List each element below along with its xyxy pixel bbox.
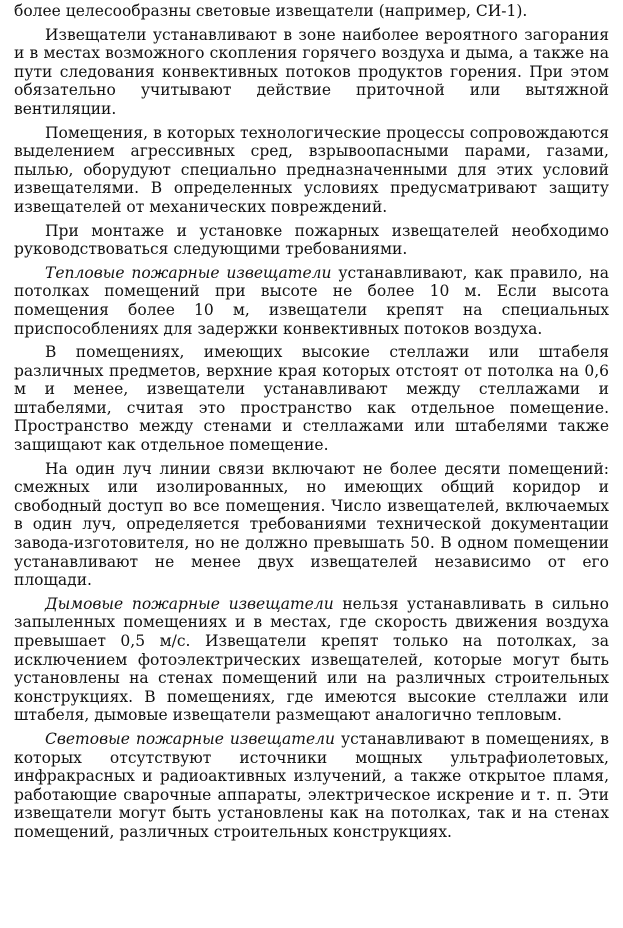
paragraph-text: нельзя устанавливать в сильно запыленных помещениях и в местах, где скорость движения воздуха превышает 0,5 м/с. Извещатели крепят только на потолках, за исключением фотоэлектрических извещателей, которые могут быть установлены на стенах помещений или на различных строительных конструкциях. В помещениях, где имеются высокие стеллажи или штабеля, дымовые извещатели размещают аналогично тепловым. xyxy=(14,594,609,725)
paragraph-aggressive-environments xyxy=(14,124,609,217)
paragraph-installation-requirements xyxy=(14,222,609,259)
paragraph-smoke-detectors xyxy=(14,595,609,725)
paragraph-text: При монтаже и установке пожарных извещателей необходимо руководствоваться следующими требованиями. xyxy=(14,221,609,259)
paragraph-lead-term: Дымовые пожарные извещатели xyxy=(45,594,334,613)
paragraph-placement-zone xyxy=(14,26,609,119)
paragraph-light-detectors xyxy=(14,730,609,842)
paragraph-continuation xyxy=(14,2,609,21)
paragraph-text: На один луч линии связи включают не более десяти помещений: смежных или изолированных, но имеющих общий коридор и свободный доступ во все помещения. Число извещателей, включаемых в один луч, определяется требованиями технической документации завода-изготовителя, но не должно превышать 50. В одном помещении устанавливают не менее двух извещателей независимо от его площади. xyxy=(14,459,609,590)
paragraph-text: Извещатели устанавливают в зоне наиболее вероятного загорания и в местах возможного скопления горячего воздуха и дыма, а также на пути следования конвективных потоков продуктов горения. При этом обязательно учитывают действие приточной или вытяжной вентиляции. xyxy=(14,25,609,118)
paragraph-communication-line xyxy=(14,460,609,590)
paragraph-heat-detectors xyxy=(14,264,609,338)
paragraph-high-racks xyxy=(14,343,609,455)
paragraph-text: В помещениях, имеющих высокие стеллажи или штабеля различных предметов, верхние края которых отстоят от потолка на 0,6 м и менее, извещатели устанавливают между стеллажами и штабелями, считая это пространство как отдельное помещение. Пространство между стенами и стеллажами или штабелями также защищают как отдельное помещение. xyxy=(14,343,609,455)
paragraph-text: устанавливают в помещениях, в которых отсутствуют источники мощных ультрафиолетовых, инфракрасных и радиоактивных излучений, а также открытое пламя, работающие сварочные аппараты, электрическое искрение и т. п. Эти извещатели могут быть установлены как на потолках, так и на стенах помещений, различных строительных конструкциях. xyxy=(14,729,610,841)
paragraph-text: Помещения, в которых технологические процессы сопровождаются выделением агрессивных сред, взрывоопасными парами, газами, пылью, оборудуют специально предназначенными для этих условий извещателями. В определенных условиях предусматривают защиту извещателей от механических повреждений. xyxy=(14,123,609,216)
paragraph-text: устанавливают, как правило, на потолках помещений при высоте не более 10 м. Если высота помещения более 10 м, извещатели крепят на специальных приспособлениях для задержки конвективных потоков воздуха. xyxy=(14,263,609,338)
paragraph-lead-term: Тепловые пожарные извещатели xyxy=(45,263,332,282)
paragraph-text: более целесообразны световые извещатели (например, СИ-1). xyxy=(14,2,528,20)
paragraph-lead-term: Световые пожарные извещатели xyxy=(45,729,336,748)
